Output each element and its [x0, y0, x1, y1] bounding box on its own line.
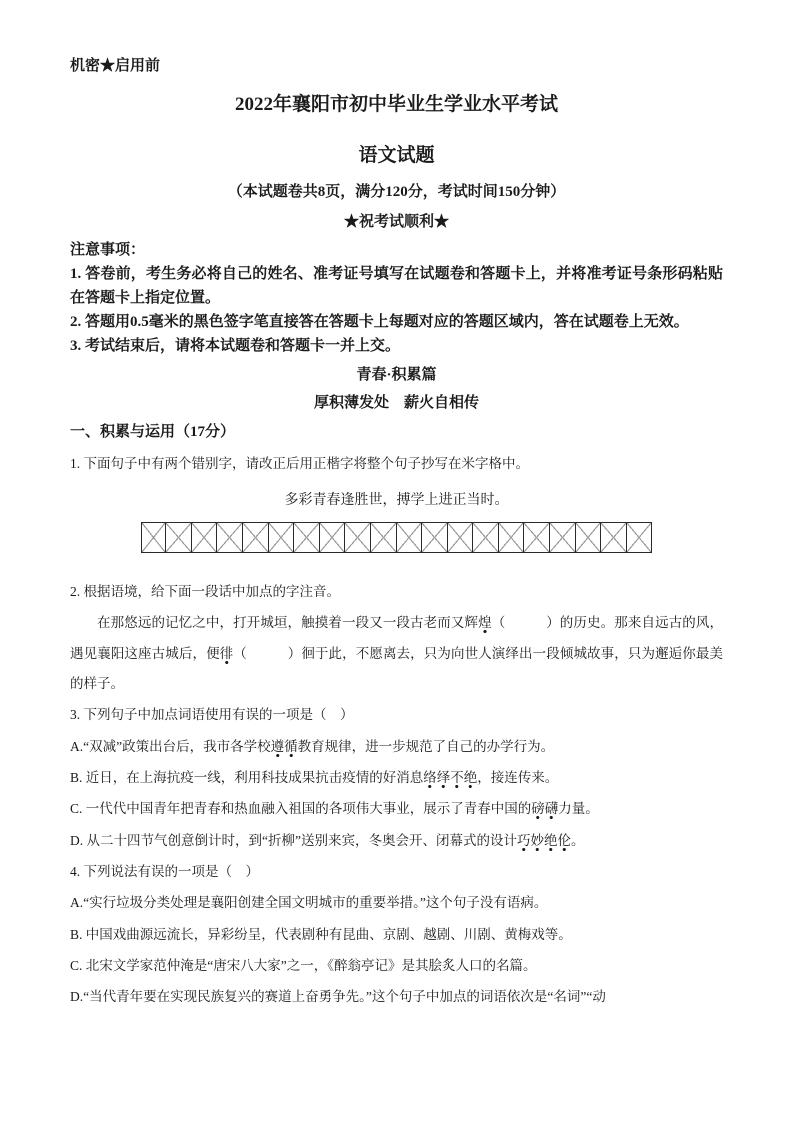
- section-heading: 一、积累与运用（17分）: [70, 424, 236, 440]
- grid-cell: [524, 522, 550, 553]
- grid-cell: [576, 522, 602, 553]
- grid-cell: [294, 522, 320, 553]
- q3-option-a: [70, 731, 723, 762]
- grid-cell: [166, 522, 192, 553]
- q3-option-b: [70, 762, 723, 793]
- q3-option-d-dotted-word: 巧妙绝伦: [517, 833, 571, 852]
- q3-option-c-post: 力量。: [558, 801, 599, 817]
- q4-option-d: D.“当代青年要在实现民族复兴的赛道上奋勇争先。”这个句子中加点的词语依次是“名词”“动: [70, 989, 606, 1005]
- notice-item-2: 2. 答题用0.5毫米的黑色签字笔直接答在答题卡上每题对应的答题区域内，答在试题卷上无效。: [70, 314, 689, 330]
- grid-cell: [243, 522, 269, 553]
- q3-option-a-post: 教育规律，进一步规范了自己的办学行为。: [297, 738, 555, 754]
- question-3: [70, 699, 723, 856]
- confidential-label: 机密★启用前: [70, 58, 161, 74]
- exam-info-line: （本试题卷共8页，满分120分，考试时间150分钟）: [227, 184, 566, 200]
- grid-cell: [473, 522, 499, 553]
- q3-option-b-post: ，接连传来。: [477, 769, 559, 785]
- q2-seg-pai-dotted: 徘: [220, 646, 234, 665]
- q4-option-b: B. 中国戏曲源远流长，异彩纷呈，代表剧种有昆曲、京剧、越剧、川剧、黄梅戏等。: [70, 926, 572, 942]
- grid-cell: [601, 522, 627, 553]
- q2-seg-huang-dotted: 煌: [478, 615, 492, 634]
- notice-item-3: 3. 考试结束后，请将本试题卷和答题卡一并上交。: [70, 338, 401, 354]
- grid-cell: [499, 522, 525, 553]
- grid-cell: [422, 522, 448, 553]
- q3-option-a-dotted-word: 遵循: [271, 739, 298, 758]
- q3-option-c: [70, 793, 723, 824]
- notice-item-1: 1. 答卷前，考生务必将自己的姓名、准考证号填写在试题卷和答题卡上，并将准考证号条形码粘贴在答题卡上指定位置。: [70, 266, 723, 306]
- q2-paragraph: [70, 608, 723, 699]
- q3-option-d-post: 。: [570, 832, 585, 848]
- part-subtitle: 厚积薄发处 薪火自相传: [313, 395, 479, 411]
- q1-sentence: 多彩青春逢胜世，搏学上进正当时。: [284, 492, 509, 508]
- q3-stem: 3. 下列句子中加点词语使用有误的一项是（ ）: [70, 707, 354, 723]
- q2-seg-2: （ ）的历史。那来自远古的风，遇见襄阳这座古城后，便: [70, 615, 724, 661]
- q4-option-a: A.“实行垃圾分类处理是襄阳创建全国文明城市的重要举措。”这个句子没有语病。: [70, 895, 548, 911]
- q2-seg-4: （ ）徊于此，不愿离去，只为向世人演绎出一段倾城故事，只为邂逅你最美的样子。: [70, 645, 724, 691]
- q3-option-b-dotted-word: 络绎不绝: [423, 770, 477, 789]
- q3-option-c-dotted-word: 磅礴: [531, 801, 558, 820]
- notice-section: [70, 238, 723, 358]
- grid-cell: [269, 522, 295, 553]
- q4-stem: 4. 下列说法有误的一项是（ ）: [70, 863, 259, 879]
- grid-cell: [192, 522, 218, 553]
- exam-subject-title: 语文试题: [358, 145, 435, 166]
- part-title: 青春·积累篇: [356, 367, 437, 383]
- q2-seg-0: 在那悠远的记忆之中，打开城垣，触摸着一段又一段古老而又辉: [97, 615, 479, 631]
- grid-cell: [217, 522, 243, 553]
- grid-cell: [397, 522, 423, 553]
- grid-cell: [448, 522, 474, 553]
- q4-option-c: C. 北宋文学家范仲淹是“唐宋八大家”之一，《醉翁亭记》是其脍炙人口的名篇。: [70, 957, 537, 973]
- question-2: [70, 581, 723, 700]
- q3-option-c-pre: C. 一代代中国青年把青春和热血融入祖国的各项伟大事业，展示了青春中国的: [70, 801, 532, 817]
- exam-wish-line: ★祝考试顺利★: [343, 214, 449, 230]
- q3-option-b-pre: B. 近日，在上海抗疫一线，利用科技成果抗击疫情的好消息: [70, 769, 424, 785]
- notice-heading: 注意事项：: [70, 242, 146, 258]
- grid-cell: [345, 522, 371, 553]
- writing-grid: [70, 522, 723, 553]
- grid-cell: [141, 522, 167, 553]
- exam-title: 2022年襄阳市初中毕业生学业水平考试: [234, 94, 558, 115]
- grid-cell: [371, 522, 397, 553]
- q3-option-a-pre: A.“双减”政策出台后，我市各学校: [70, 738, 271, 754]
- grid-cell: [550, 522, 576, 553]
- q3-option-d-pre: D. 从二十四节气创意倒计时，到“折柳”送别来宾，冬奥会开、闭幕式的设计: [70, 832, 517, 848]
- q3-option-d: [70, 825, 723, 856]
- question-4: [70, 856, 723, 1013]
- q1-stem: 1. 下面句子中有两个错别字，请改正后用正楷字将整个句子抄写在米字格中。: [70, 456, 529, 471]
- question-1: [70, 453, 723, 553]
- q2-stem: 2. 根据语境，给下面一段话中加点的字注音。: [70, 583, 340, 599]
- grid-cell: [320, 522, 346, 553]
- grid-cell: [627, 522, 653, 553]
